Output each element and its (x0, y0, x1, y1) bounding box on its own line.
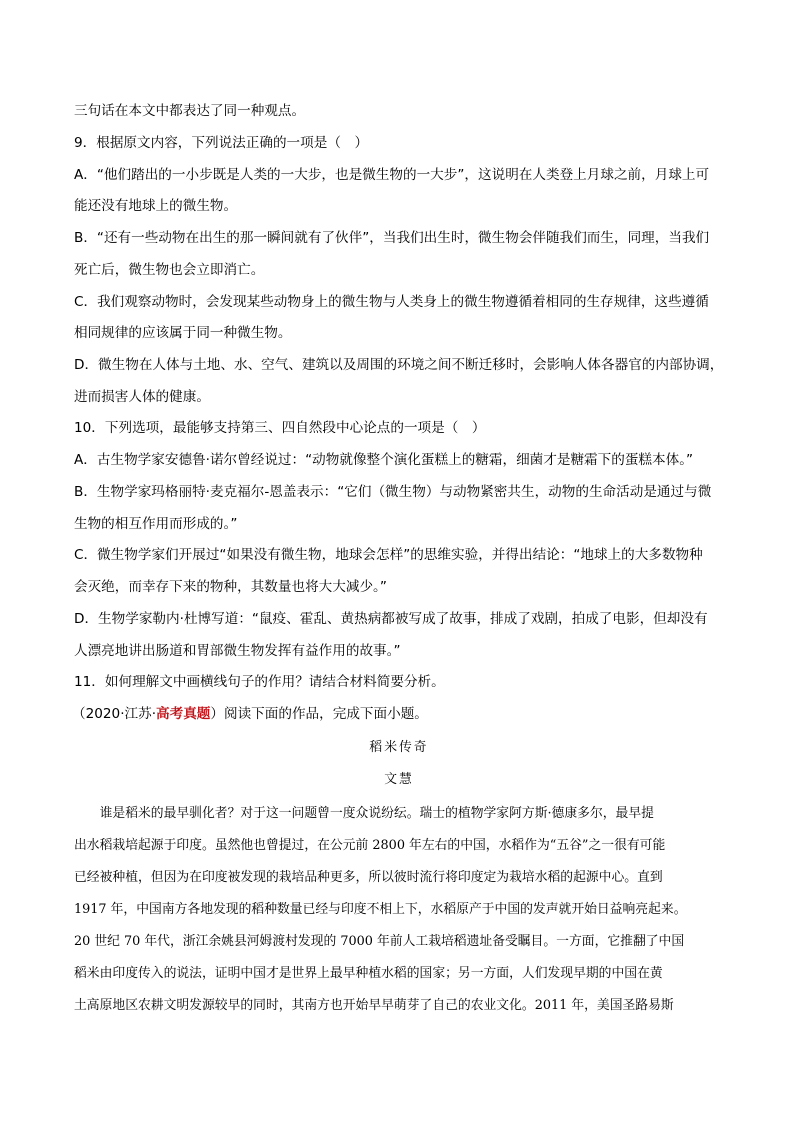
source-line (72, 704, 722, 724)
question-9-option-b-cont: 死亡后，微生物也会立即消亡。 (74, 262, 265, 278)
question-10-option-c: C．微生物学家们开展过“如果没有微生物，地球会怎样”的思维实验，并得出结论：“地球上的大多数物种 (74, 547, 703, 563)
question-10-option-a: A．古生物学家安德鲁·诺尔曾经说过：“动物就像整个演化蛋糕上的糖霜，细菌才是糖霜下的蛋糕本体。” (74, 452, 694, 468)
source-prefix: （2020·江苏· (72, 706, 157, 722)
question-10-option-b-cont: 生物的相互作用而形成的。” (74, 516, 238, 532)
question-9-option-a-cont: 能还没有地球上的微生物。 (74, 198, 238, 214)
article-paragraph-line: 1917 年，中国南方各地发现的稻种数量已经与印度不相上下，水稻原产于中国的发声就开始日益响亮起来。 (74, 902, 687, 917)
question-9-option-d: D．微生物在人体与土地、水、空气、建筑以及周围的环境之间不断迁移时，会影响人体各器官的内部协调， (74, 357, 724, 373)
question-10-option-d-cont: 人漂亮地讲出肠道和胃部微生物发挥有益作用的故事。” (74, 643, 401, 659)
question-10-option-d: D．生物学家勒内·杜博写道：“鼠疫、霍乱、黄热病都被写成了故事，排成了戏剧，拍成了电影，但却没有 (74, 611, 708, 627)
question-9-option-b: B．“还有一些动物在出生的那一瞬间就有了伙伴”，当我们出生时，微生物会伴随我们而生，同理，当我们 (74, 230, 710, 246)
article-paragraph-line: 出水稻栽培起源于印度。虽然他也曾提过，在公元前 2800 年左右的中国，水稻作为“五谷”之一很有可能 (74, 838, 666, 853)
article-author: 文慧 (384, 772, 414, 787)
question-9-option-c-cont: 相同规律的应该属于同一种微生物。 (74, 325, 292, 341)
article-paragraph-line: 土高原地区农耕文明发源较早的同时，其南方也开始早早萌芽了自己的农业文化。2011 年，美国圣路易斯 (74, 998, 674, 1013)
article-paragraph-line: 已经被种植，但因为在印度被发现的栽培品种更多，所以彼时流行将印度定为栽培水稻的起源中心。直到 (74, 870, 663, 885)
question-10-stem: 10．下列选项，最能够支持第三、四自然段中心论点的一项是（ ） (74, 420, 486, 436)
article-paragraph-line: 20 世纪 70 年代，浙江余姚县河姆渡村发现的 7000 年前人工栽培稻遗址备受瞩目。一方面，它推翻了中国 (74, 934, 685, 949)
article-paragraph-line: 稻米由印度传入的说法，证明中国才是世界上最早种植水稻的国家；另一方面，人们发现早期的中国在黄 (74, 966, 663, 981)
question-11-stem: 11．如何理解文中画横线句子的作用？请结合材料简要分析。 (74, 674, 445, 690)
question-9-option-a: A．“他们踏出的一小步既是人类的一大步，也是微生物的一大步”，这说明在人类登上月球之前，月球上可 (74, 167, 710, 183)
text-line: 三句话在本文中都表达了同一种观点。 (74, 103, 306, 119)
article-title: 稻米传奇 (369, 740, 429, 755)
source-suffix: ）阅读下面的作品，完成下面小题。 (210, 706, 428, 722)
question-10-option-b: B．生物学家玛格丽特·麦克福尔-恩盖表示：“它们（微生物）与动物紧密共生，动物的生命活动是通过与微 (74, 484, 712, 500)
article-paragraph-line: 谁是稻米的最早驯化者？对于这一问题曾一度众说纷纭。瑞士的植物学家阿方斯·德康多尔，最早提 (74, 806, 654, 821)
question-10-option-c-cont: 会灭绝，而幸存下来的物种，其数量也将大大减少。” (74, 579, 387, 595)
question-9-option-c: C．我们观察动物时，会发现某些动物身上的微生物与人类身上的微生物遵循着相同的生存规律，这些遵循 (74, 294, 709, 310)
question-9-stem: 9．根据原文内容，下列说法正确的一项是（ ） (74, 135, 369, 151)
source-highlight: 高考真题 (156, 706, 211, 722)
question-9-option-d-cont: 进而损害人体的健康。 (74, 389, 210, 405)
